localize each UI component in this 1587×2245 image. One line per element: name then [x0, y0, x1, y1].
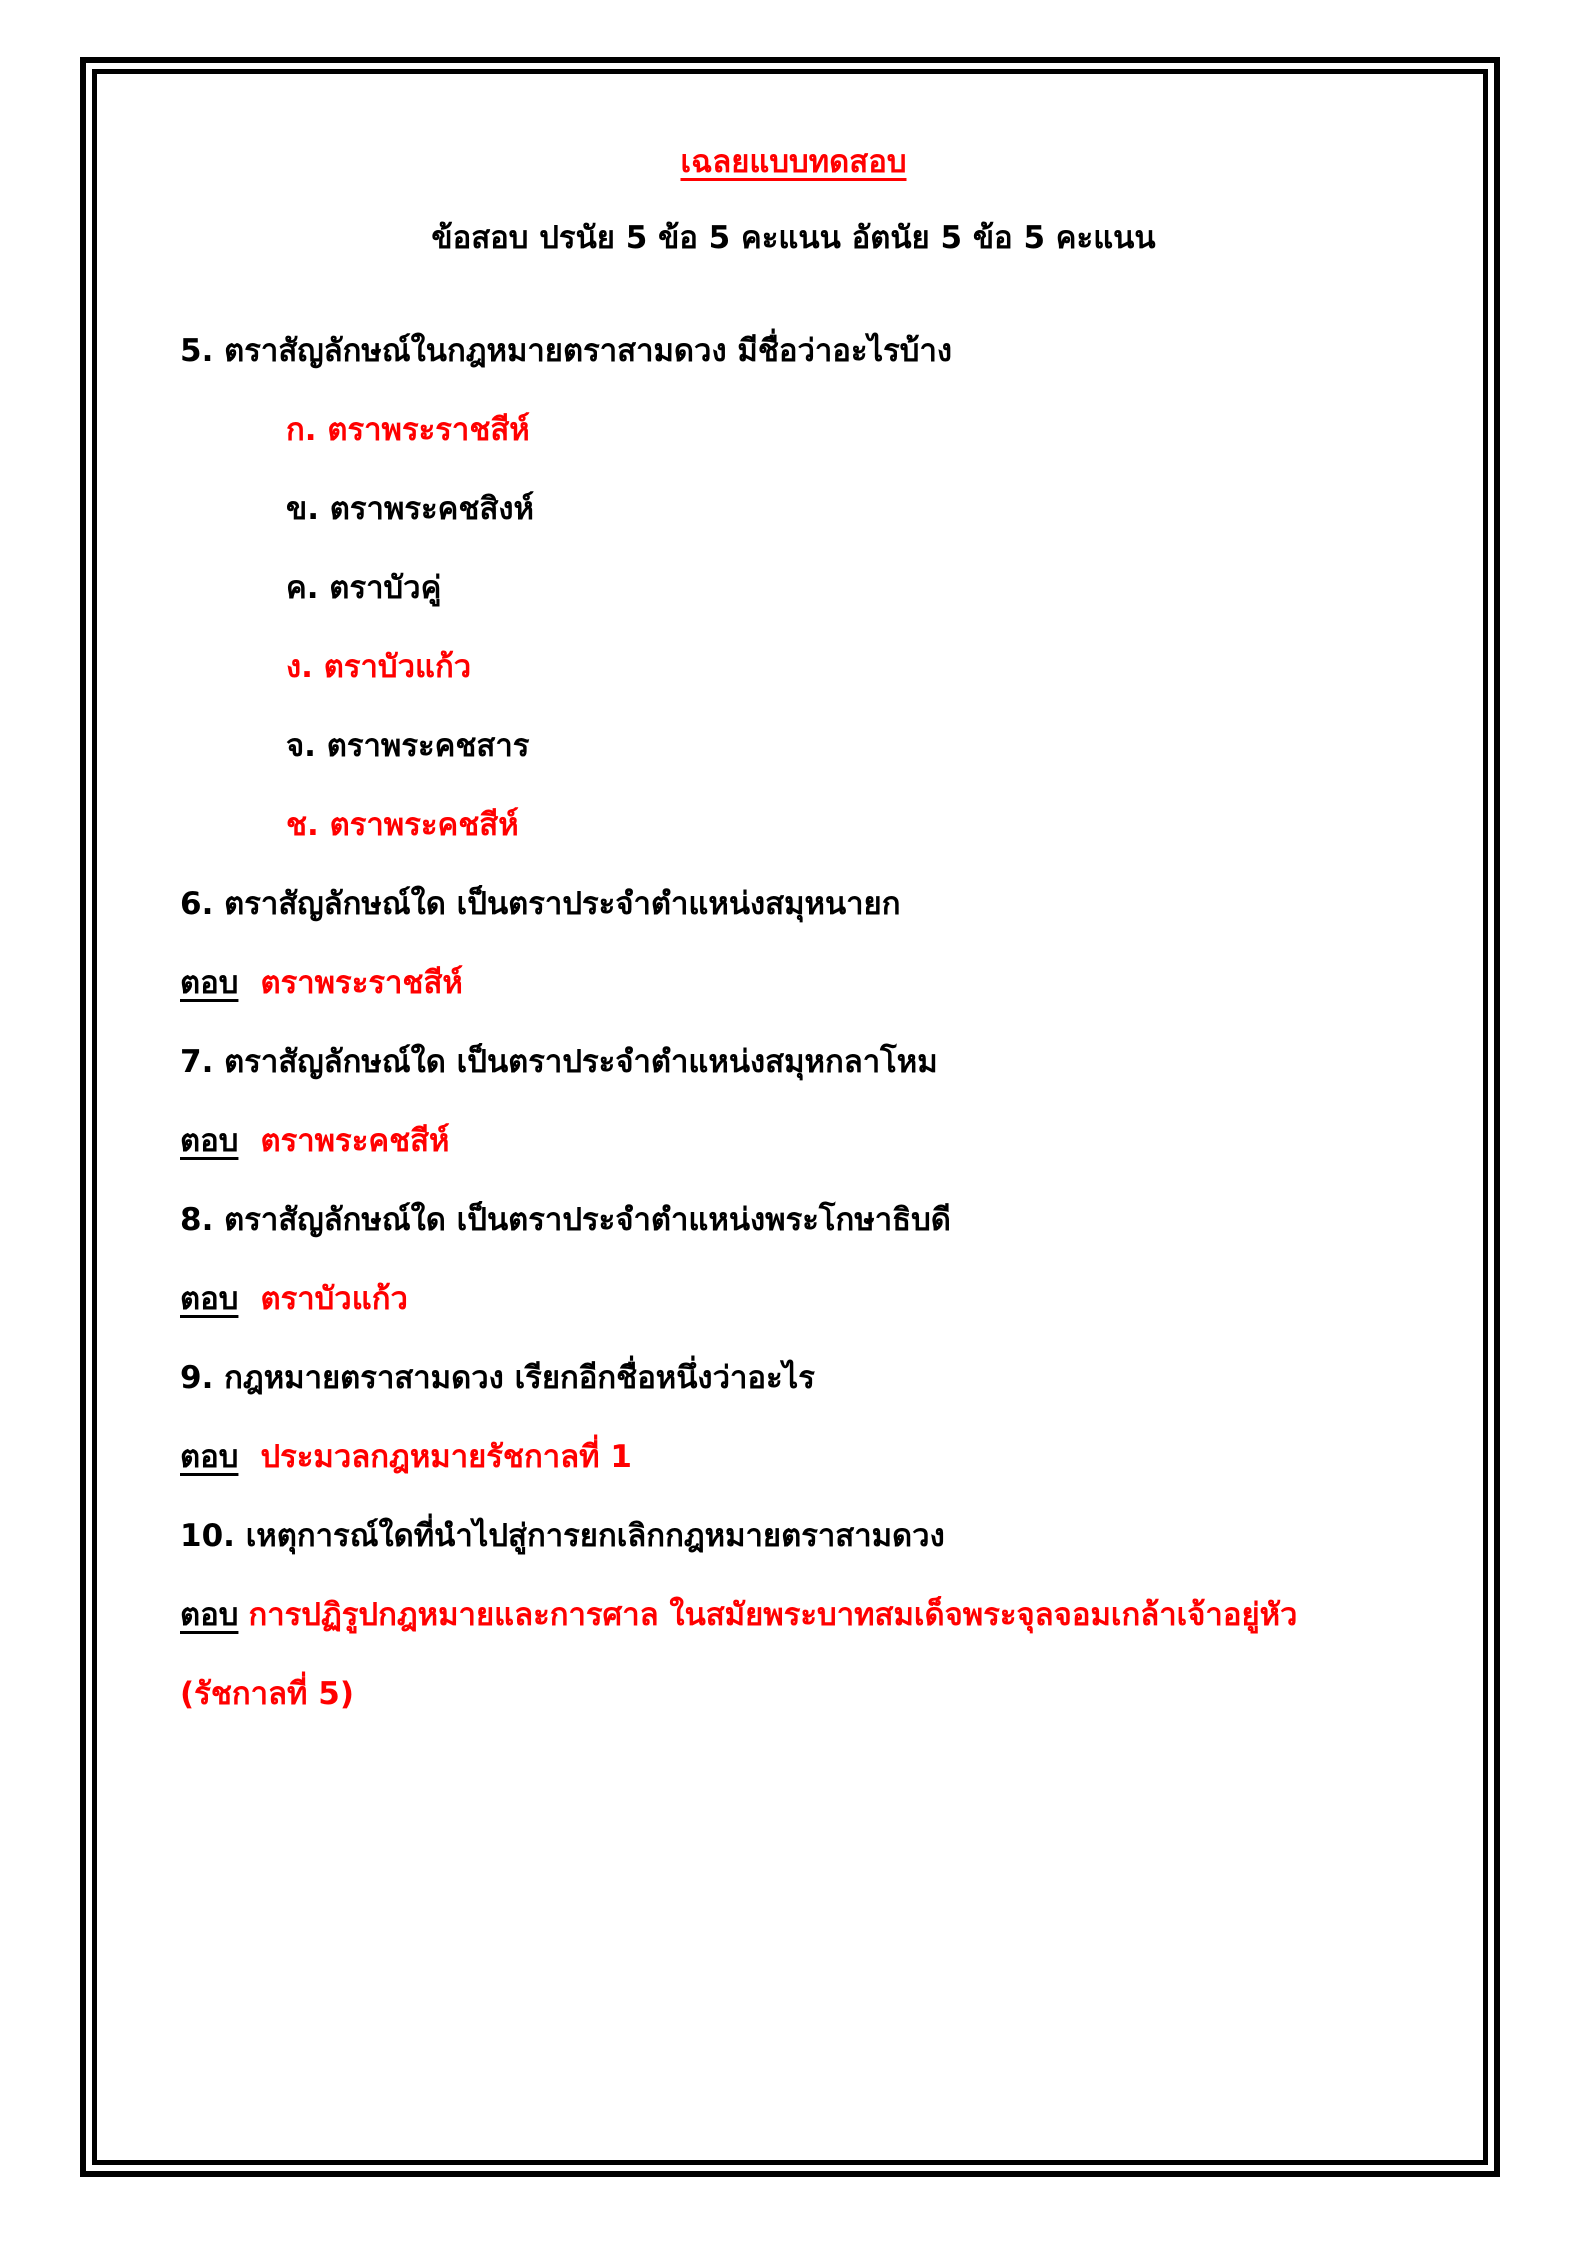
answer-label: ตอบ: [180, 1123, 239, 1159]
page-subtitle: ข้อสอบ ปรนัย 5 ข้อ 5 คะแนน อัตนัย 5 ข้อ 5 คะแนน: [431, 220, 1156, 256]
q9-answer: ประมวลกฎหมายรัชกาลที่ 1: [260, 1439, 632, 1475]
q7-answer-row: [180, 1115, 450, 1165]
question-5: 5. ตราสัญลักษณ์ในกฎหมายตราสามดวง มีชื่อว่าอะไรบ้าง: [180, 333, 953, 369]
q6-answer-row: [180, 957, 463, 1007]
question-8: 8. ตราสัญลักษณ์ใด เป็นตราประจำตำแหน่งพระโกษาธิบดี: [180, 1202, 951, 1238]
answer-label: ตอบ: [180, 1281, 239, 1317]
q7-answer: ตราพระคชสีห์: [260, 1123, 450, 1159]
q5-option-b: ข. ตราพระคชสิงห์: [286, 491, 534, 527]
q8-answer-row: [180, 1273, 408, 1323]
q5-option-e: จ. ตราพระคชสาร: [286, 728, 530, 764]
q10-answer-line2: (รัชกาลที่ 5): [180, 1676, 354, 1712]
answer-label: ตอบ: [180, 1439, 239, 1475]
q6-answer: ตราพระราชสีห์: [260, 965, 463, 1001]
q5-option-d: ง. ตราบัวแก้ว: [286, 649, 472, 685]
page-title: เฉลยแบบทดสอบ: [680, 144, 907, 180]
q8-answer: ตราบัวแก้ว: [260, 1281, 408, 1317]
question-7: 7. ตราสัญลักษณ์ใด เป็นตราประจำตำแหน่งสมุหกลาโหม: [180, 1044, 938, 1080]
answer-label: ตอบ: [180, 965, 239, 1001]
answer-label: ตอบ: [180, 1597, 239, 1633]
q10-answer-row: [180, 1589, 1297, 1639]
question-10: 10. เหตุการณ์ใดที่นำไปสู่การยกเลิกกฎหมายตราสามดวง: [180, 1518, 945, 1554]
question-9: 9. กฎหมายตราสามดวง เรียกอีกชื่อหนึ่งว่าอะไร: [180, 1360, 815, 1396]
q5-option-f: ช. ตราพระคชสีห์: [286, 807, 519, 843]
q5-option-a: ก. ตราพระราชสีห์: [286, 412, 530, 448]
question-6: 6. ตราสัญลักษณ์ใด เป็นตราประจำตำแหน่งสมุหนายก: [180, 886, 901, 922]
q10-answer-line1: การปฏิรูปกฎหมายและการศาล ในสมัยพระบาทสมเด็จพระจุลจอมเกล้าเจ้าอยู่หัว: [248, 1597, 1298, 1633]
q9-answer-row: [180, 1431, 632, 1481]
q5-option-c: ค. ตราบัวคู่: [286, 570, 442, 606]
